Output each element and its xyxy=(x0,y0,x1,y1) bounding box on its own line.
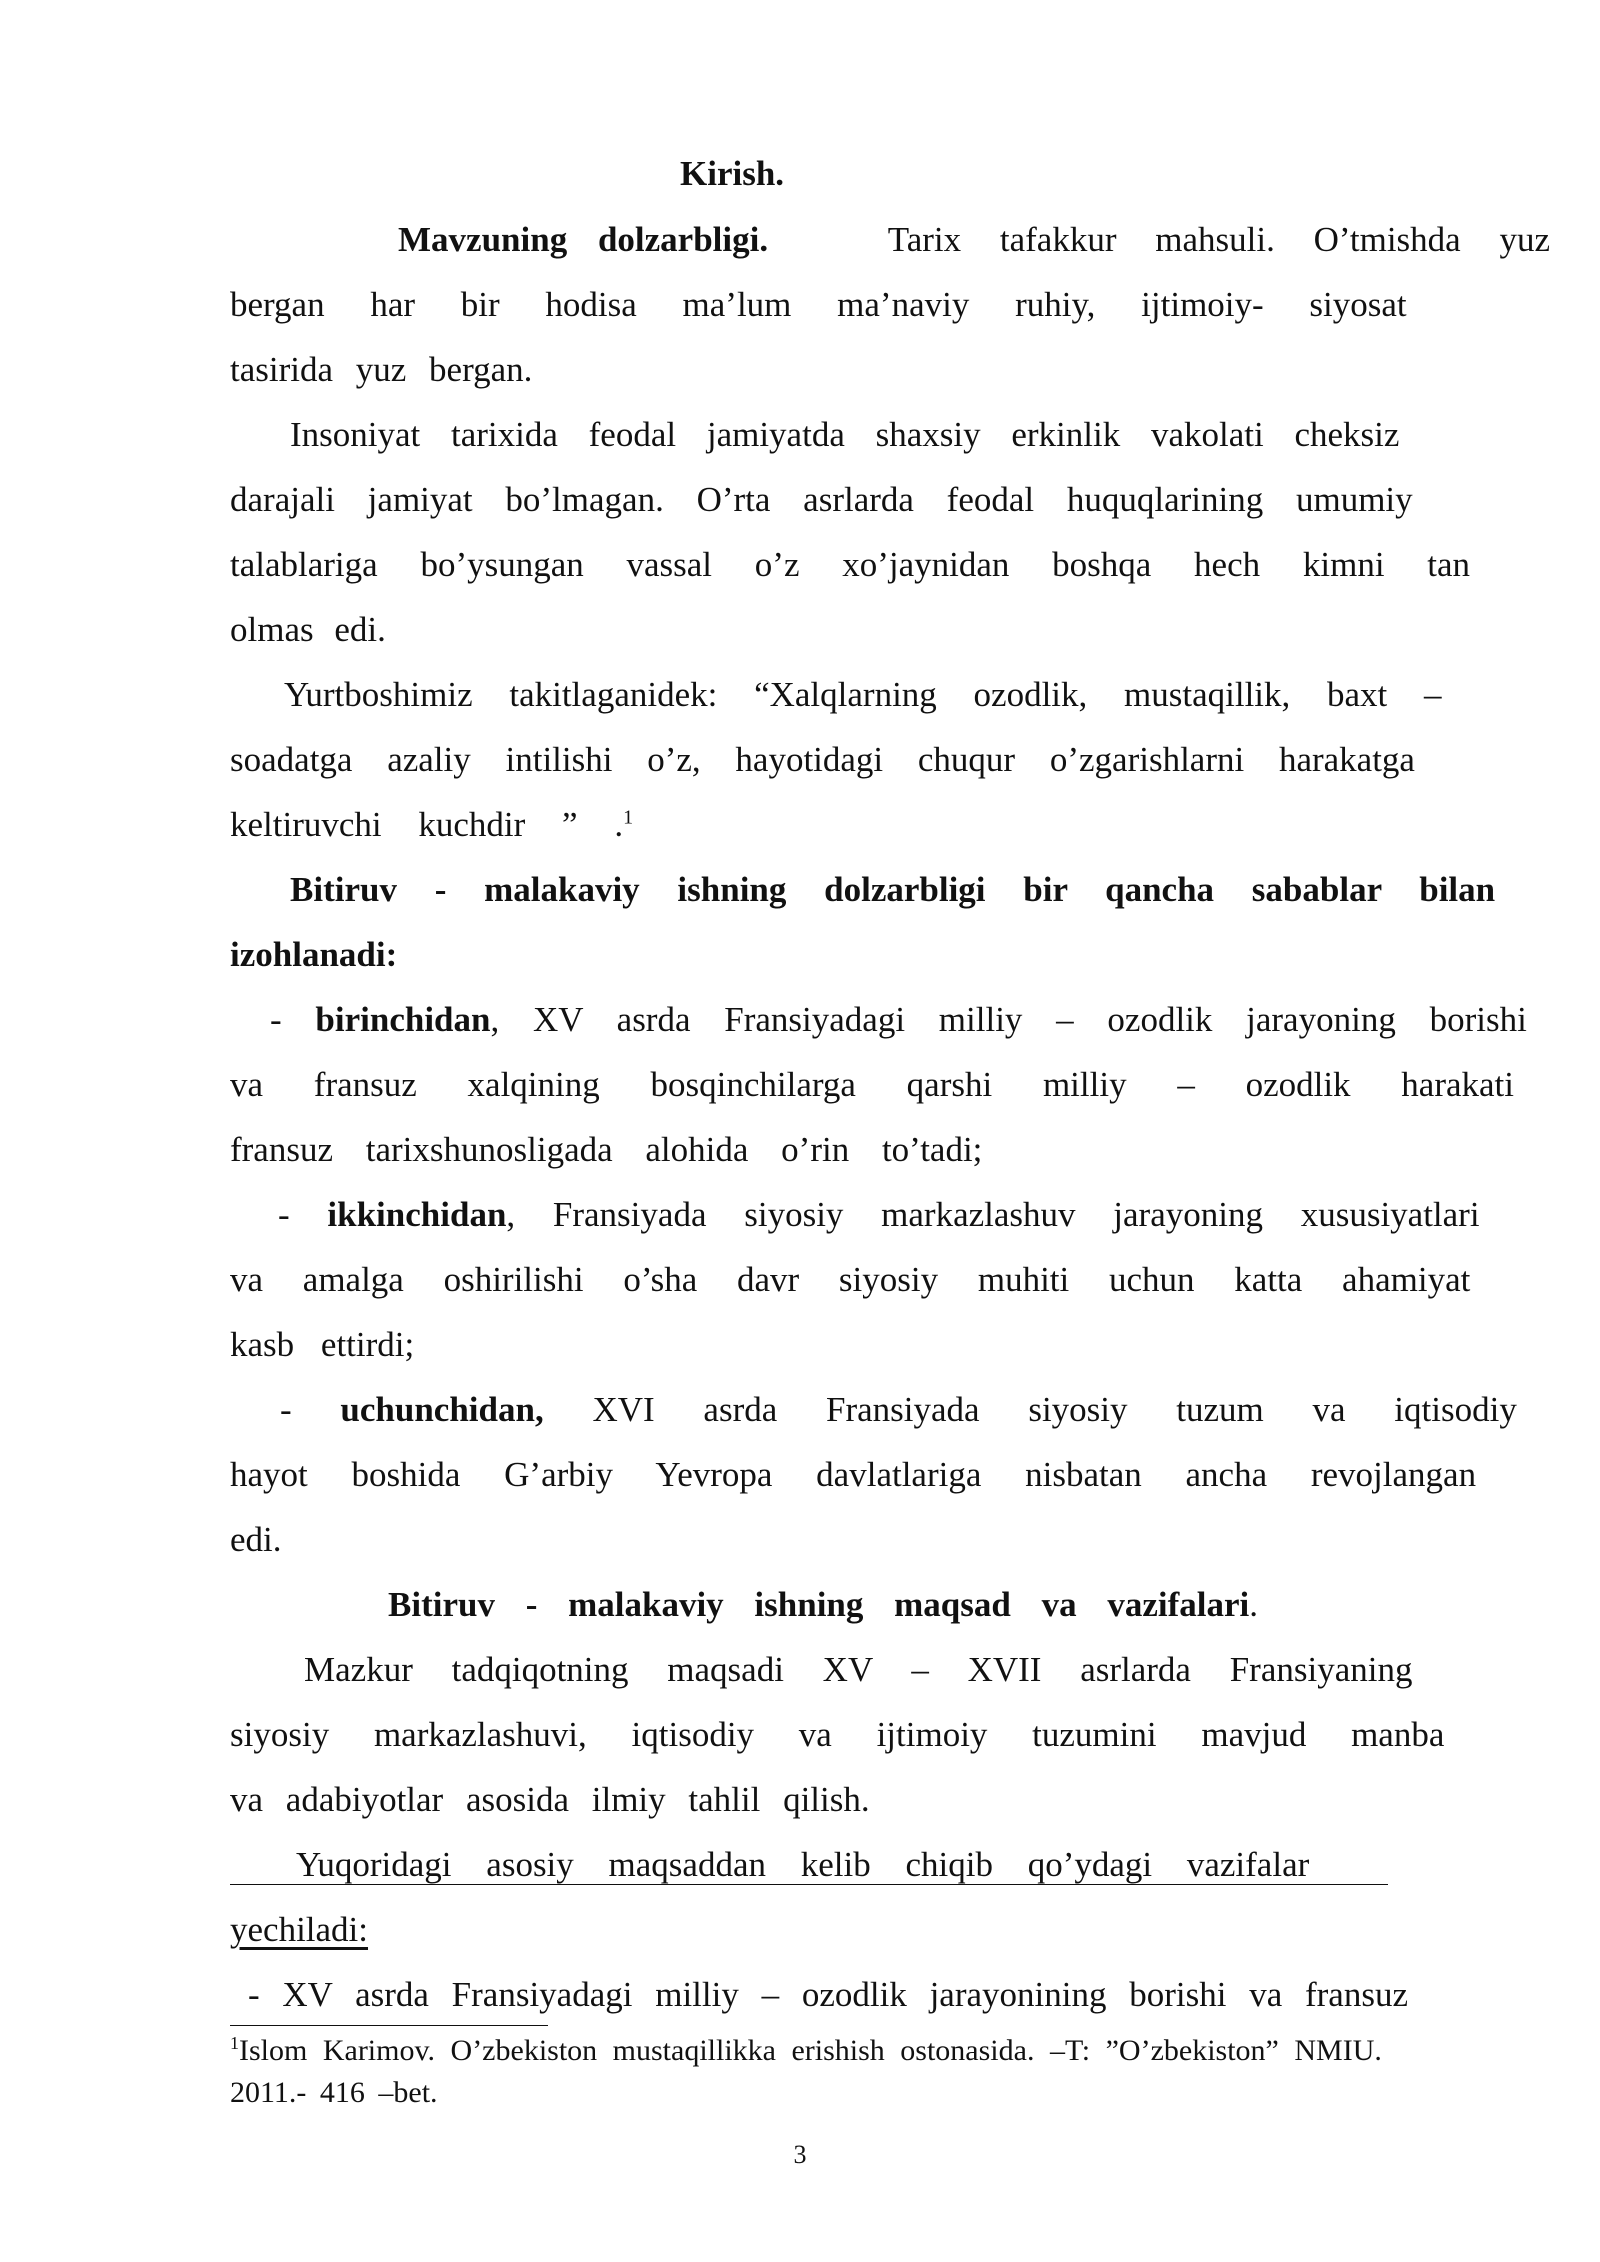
reason-item-2-line-2: va amalga oshirilishi o’sha davr siyosiy muhiti uchun katta ahamiyat xyxy=(230,1260,1471,1299)
paragraph-feudal-line-2: darajali jamiyat bo’lmagan. O’rta asrlarda feodal huquqlarining umumiy xyxy=(230,480,1413,519)
reason-item-1-line-2: va fransuz xalqining bosqinchilarga qarshi milliy – ozodlik harakati xyxy=(230,1065,1515,1104)
paragraph-quote-line-1: Yurtboshimiz takitlaganidek: “Xalqlarning ozodlik, mustaqillik, baxt – xyxy=(284,675,1442,714)
footnote-separator xyxy=(230,2025,548,2026)
reason-item-2-text: , Fransiyada siyosiy markazlashuv jarayoning xususiyatlari xyxy=(506,1195,1480,1234)
paragraph-relevance-line-1 xyxy=(398,218,1550,262)
paragraph-feudal-line-3: talablariga bo’ysungan vassal o’z xo’jaynidan boshqa hech kimni tan xyxy=(230,545,1471,584)
footnote-text-1: Islom Karimov. O’zbekiston mustaqillikka erishish ostonasida. –T: ”O’zbekiston” NMIU. xyxy=(239,2034,1382,2067)
page-number: 3 xyxy=(793,2140,807,2169)
relevance-text-2: bergan har bir hodisa ma’lum ma’naviy ruhiy, ijtimoiy- siyosat xyxy=(230,285,1407,324)
paragraph-quote-line-2: soadatga azaliy intilishi o’z, hayotidagi chuqur o’zgarishlarni harakatga xyxy=(230,740,1415,779)
paragraph-reasons-line-2: izohlanadi: xyxy=(230,935,398,974)
reason-item-1-line-3: fransuz tarixshunosligada alohida o’rin to’tadi; xyxy=(230,1130,983,1169)
footnote-reference: 1 xyxy=(623,806,634,829)
paragraph-feudal-line-1: Insoniyat tarixida feodal jamiyatda shaxsiy erkinlik vakolati cheksiz xyxy=(290,415,1400,454)
reason-item-2-keyword: ikkinchidan xyxy=(327,1195,507,1234)
paragraph-relevance-line-2 xyxy=(230,283,1550,327)
reason-dash: - xyxy=(278,1195,328,1234)
reason-item-2-line-3: kasb ettirdi; xyxy=(230,1325,415,1364)
paragraph-goal-line-1: Mazkur tadqiqotning maqsadi XV – XVII asrlarda Fransiyaning xyxy=(304,1650,1413,1689)
footnote-number: 1 xyxy=(230,2033,239,2053)
reason-item-2-line-1 xyxy=(278,1193,1550,1237)
paragraph-tasks-line-2: yechiladi: xyxy=(230,1910,369,1949)
footnote-line-1 xyxy=(230,2031,1550,2071)
paragraph-tasks-line-1: Yuqoridagi asosiy maqsaddan kelib chiqib qo’ydagi vazifalar xyxy=(296,1845,1310,1884)
page-title: Kirish. xyxy=(680,154,785,193)
reason-item-3-line-2: hayot boshida G’arbiy Yevropa davlatlariga nisbatan ancha revojlangan xyxy=(230,1455,1477,1494)
section-heading-goals xyxy=(388,1583,1258,1627)
reason-dash: - xyxy=(280,1390,341,1429)
reason-item-1-keyword: birinchidan xyxy=(315,1000,491,1039)
paragraph-quote-line-3 xyxy=(230,803,1550,847)
footnote-line-2: 2011.- 416 –bet. xyxy=(230,2076,438,2109)
reason-item-1-text: , XV asrda Fransiyadagi milliy – ozodlik jarayoning borishi xyxy=(490,1000,1527,1039)
reason-dash: - xyxy=(270,1000,316,1039)
reason-item-1-line-1 xyxy=(270,998,1550,1042)
relevance-heading: Mavzuning dolzarbligi. xyxy=(398,220,769,259)
goals-heading-text: Bitiruv - malakaviy ishning maqsad va vazifalari xyxy=(388,1585,1250,1624)
reason-item-3-keyword: uchunchidan, xyxy=(340,1390,544,1429)
paragraph-relevance-line-3: tasirida yuz bergan. xyxy=(230,350,533,389)
reason-item-3-line-1 xyxy=(280,1388,1550,1432)
paragraph-reasons-line-1: Bitiruv - malakaviy ishning dolzarbligi bir qancha sabablar bilan xyxy=(290,870,1496,909)
task-item-1-line-1: - XV asrda Fransiyadagi milliy – ozodlik jarayonining borishi va fransuz xyxy=(248,1975,1408,2014)
reason-item-3-line-3: edi. xyxy=(230,1520,282,1559)
underline-rule xyxy=(230,1884,1388,1885)
paragraph-goal-line-3: va adabiyotlar asosida ilmiy tahlil qilish. xyxy=(230,1780,870,1819)
paragraph-goal-line-2: siyosiy markazlashuvi, iqtisodiy va ijtimoiy tuzumini mavjud manba xyxy=(230,1715,1445,1754)
quote-end-text: keltiruvchi kuchdir ” . xyxy=(230,805,624,844)
relevance-text-1: Tarix tafakkur mahsuli. O’tmishda yuz xyxy=(887,220,1550,259)
paragraph-feudal-line-4: olmas edi. xyxy=(230,610,386,649)
goals-heading-dot: . xyxy=(1249,1585,1258,1624)
reason-item-3-text: XVI asrda Fransiyada siyosiy tuzum va iqtisodiy xyxy=(543,1390,1517,1429)
